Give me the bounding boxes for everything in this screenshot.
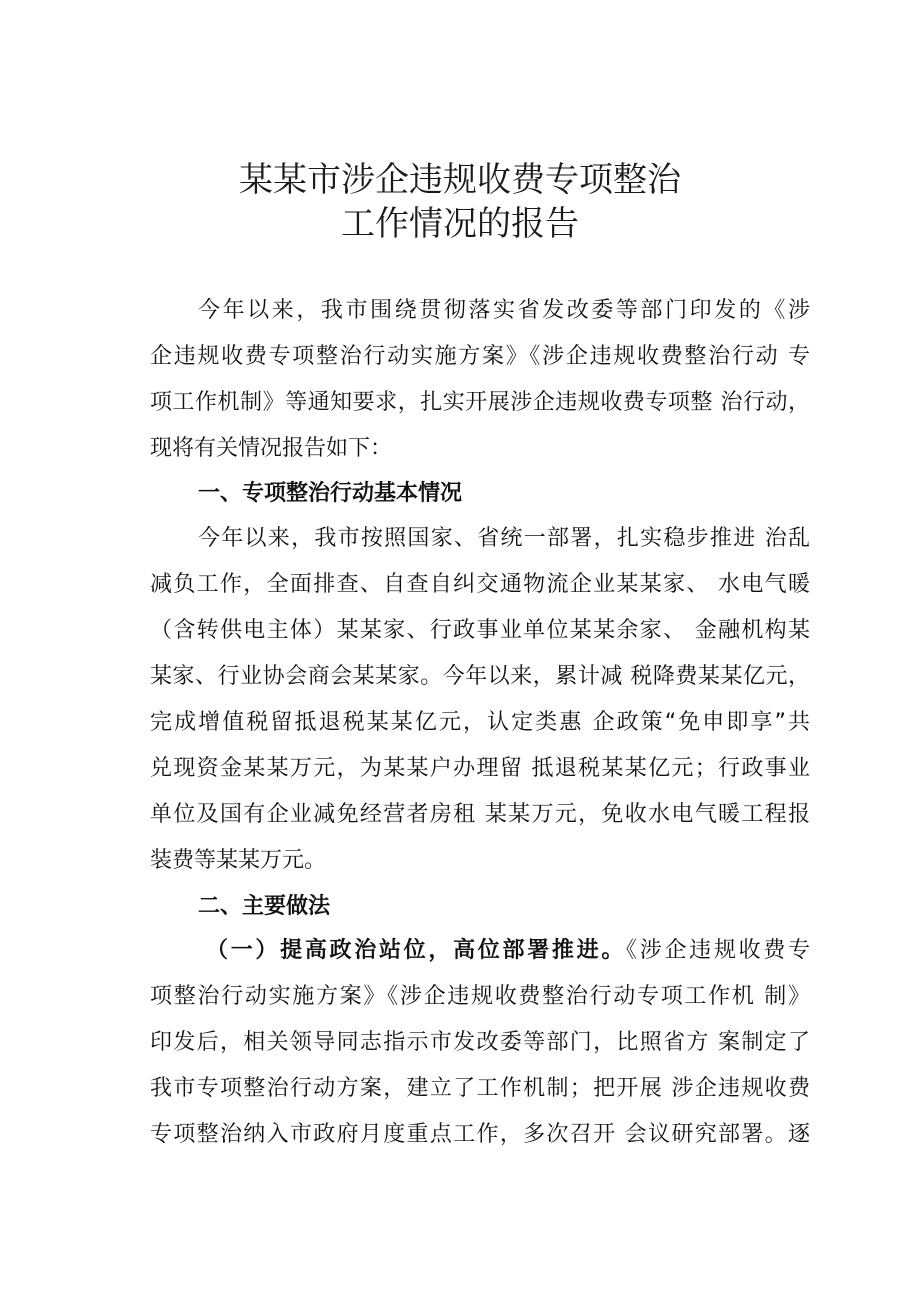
subsection-1-heading: （一）提高政治站位，高位部署推进。	[206, 938, 627, 963]
section-1-paragraph-line: 某家、行业协会商会某某家。今年以来，累计减 税降费某某亿元，	[150, 664, 810, 689]
subsection-1-paragraph-line: 印发后，相关领导同志指示市发改委等部门，比照省方 案制定了	[150, 1030, 810, 1055]
intro-paragraph-line: 项工作机制》等通知要求，扎实开展涉企违规收费专项整 治行动，	[150, 390, 810, 415]
intro-paragraph-line: 企违规收费专项整治行动实施方案》《涉企违规收费整治行动 专	[150, 344, 810, 369]
intro-paragraph-line: 现将有关情况报告如下：	[150, 436, 393, 461]
section-1-paragraph-line: 兑现资金某某万元，为某某户办理留 抵退税某某亿元；行政事业	[150, 756, 810, 781]
subsection-1-paragraph-line: 项整治行动实施方案》《涉企违规收费整治行动专项工作机 制》	[150, 984, 810, 1009]
section-1-paragraph-line: 今年以来，我市按照国家、省统一部署，扎实稳步推进 治乱	[198, 526, 810, 551]
section-1-paragraph-line: 完成增值税留抵退税某某亿元，认定类惠 企政策“免申即享”共	[150, 710, 810, 735]
subsection-1-text: 《涉企违规收费专	[626, 938, 810, 963]
document-title-line-2: 工作情况的报告	[341, 204, 579, 244]
section-2-heading: 二、主要做法	[198, 894, 331, 919]
section-1-heading: 一、专项整治行动基本情况	[198, 481, 463, 506]
section-1-paragraph-line: 单位及国有企业减免经营者房租 某某万元，免收水电气暖工程报	[150, 802, 810, 827]
section-1-paragraph-line: 减负工作，全面排查、自查自纠交通物流企业某某家、 水电气暖	[150, 572, 810, 597]
document-title-line-1: 某某市涉企违规收费专项整治	[239, 160, 681, 200]
subsection-1-first-line	[206, 936, 810, 966]
section-1-paragraph-line: （含转供电主体）某某家、行政事业单位某某余家、 金融机构某	[150, 618, 810, 643]
intro-paragraph-line: 今年以来，我市围绕贯彻落实省发改委等部门印发的《涉	[198, 298, 810, 323]
subsection-1-paragraph-line: 我市专项整治行动方案，建立了工作机制；把开展 涉企违规收费	[150, 1076, 810, 1101]
section-1-paragraph-line: 装费等某某万元。	[150, 848, 327, 873]
subsection-1-paragraph-line: 专项整治纳入市政府月度重点工作，多次召开 会议研究部署。逐	[150, 1122, 810, 1147]
